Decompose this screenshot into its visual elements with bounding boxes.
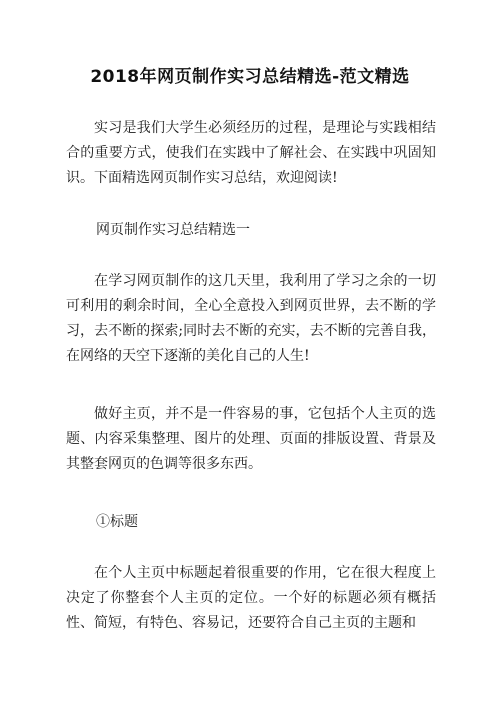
subheading-title: ①标题 <box>96 514 138 530</box>
section-heading: 网页制作实习总结精选一 <box>96 222 250 238</box>
body-paragraph-1: 在学习网页制作的这几天里，我利用了学习之余的一切可利用的剩余时间，全心全意投入到网页世界，去不断的学习，去不断的探索;同时去不断的充实，去不断的完善自我，在网络的天空下逐渐的美化自己的人生! <box>66 273 436 364</box>
intro-paragraph: 实习是我们大学生必须经历的过程，是理论与实践相结合的重要方式，使我们在实践中了解社会、在实践中巩固知识。下面精选网页制作实习总结，欢迎阅读! <box>66 120 436 186</box>
body-paragraph-2: 做好主页，并不是一件容易的事，它包括个人主页的选题、内容采集整理、图片的处理、页面的排版设置、背景及其整套网页的色调等很多东西。 <box>66 406 436 472</box>
body-paragraph-3: 在个人主页中标题起着很重要的作用，它在很大程度上决定了你整套个人主页的定位。一个好的标题必须有概括性、简短，有特色、容易记，还要符合自己主页的主题和 <box>66 565 436 631</box>
document-title: 2018年网页制作实习总结精选-范文精选 <box>90 67 410 87</box>
